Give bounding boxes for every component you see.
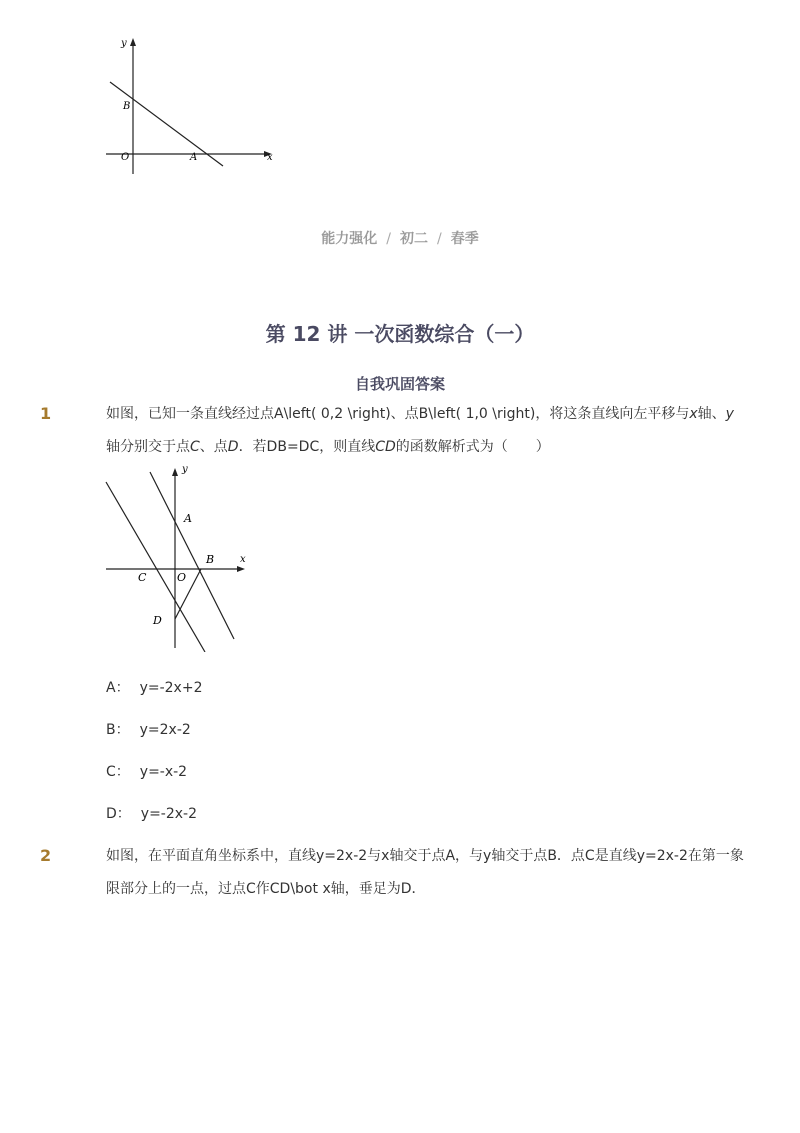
top-a-label: A xyxy=(190,152,198,163)
question-number-1: 1 xyxy=(40,404,52,423)
q1-d-label: D xyxy=(153,614,162,627)
q1-o-label: O xyxy=(177,571,187,584)
q1-text-part1: 如图，已知一条直线经过点A\left( 0,2 \right)、点B\left( 1,0 \right)，将这条直线向左平移与 xyxy=(106,406,690,422)
breadcrumb-item: 初二 xyxy=(400,231,428,247)
q1-text-part4: 、点 xyxy=(199,439,228,455)
breadcrumb-separator: / xyxy=(386,231,391,247)
breadcrumb-item: 春季 xyxy=(450,231,479,247)
top-b-label: B xyxy=(123,101,131,112)
q1-text-part5: ．若DB=DC，则直线 xyxy=(238,439,376,455)
q1-var-x: x xyxy=(689,406,698,422)
q1-text-part6: 的函数解析式为（ ） xyxy=(395,439,550,455)
breadcrumb-item: 能力强化 xyxy=(321,231,378,247)
option-a-key: A： xyxy=(106,680,130,696)
q1-var-c: C xyxy=(190,439,200,455)
option-b-value: y=2x-2 xyxy=(139,722,191,738)
question-number-2: 2 xyxy=(40,846,52,865)
top-coordinate-figure xyxy=(100,36,290,181)
question-1-text xyxy=(106,398,746,464)
q1-line-ab xyxy=(150,472,234,639)
q1-text-part2: 轴、 xyxy=(697,406,726,422)
q1-var-cd: CD xyxy=(375,439,396,455)
option-d-key: D： xyxy=(106,806,131,822)
q1-y-label: y xyxy=(182,464,188,475)
option-b-key: B： xyxy=(106,722,130,738)
option-a-value: y=-2x+2 xyxy=(139,680,203,696)
q1-x-label: x xyxy=(240,554,246,565)
top-origin-label: O xyxy=(121,152,130,163)
option-c[interactable] xyxy=(106,761,187,781)
top-x-label: x xyxy=(267,152,273,163)
lesson-title: 第 12 讲 一次函数综合（一） xyxy=(265,322,535,346)
question-2-text: 如图，在平面直角坐标系中，直线y=2x-2与x轴交于点A，与y轴交于点B．点C是直线y=2x-2在第一象限部分上的一点，过点C作CD\bot x轴，垂足为D． xyxy=(106,848,744,897)
q1-c-label: C xyxy=(138,571,147,584)
q1-a-label: A xyxy=(184,512,192,525)
top-y-label: y xyxy=(121,38,127,49)
q1-text-part3: 轴分别交于点 xyxy=(106,439,190,455)
breadcrumb xyxy=(0,228,800,248)
option-c-value: y=-x-2 xyxy=(139,764,188,780)
breadcrumb-separator: / xyxy=(437,231,442,247)
q1-x-arrow xyxy=(237,566,245,572)
q1-var-y: y xyxy=(725,406,734,422)
option-d-value: y=-2x-2 xyxy=(140,806,197,822)
top-y-arrow xyxy=(130,38,136,46)
q1-y-arrow xyxy=(172,468,178,476)
q1-var-d: D xyxy=(227,439,239,455)
question-1-figure xyxy=(100,462,255,652)
option-a[interactable] xyxy=(106,677,202,697)
option-c-key: C： xyxy=(106,764,130,780)
option-b[interactable] xyxy=(106,719,191,739)
section-title: 自我巩固答案 xyxy=(354,375,445,393)
q1-b-label: B xyxy=(206,553,215,566)
option-d[interactable] xyxy=(106,803,197,823)
